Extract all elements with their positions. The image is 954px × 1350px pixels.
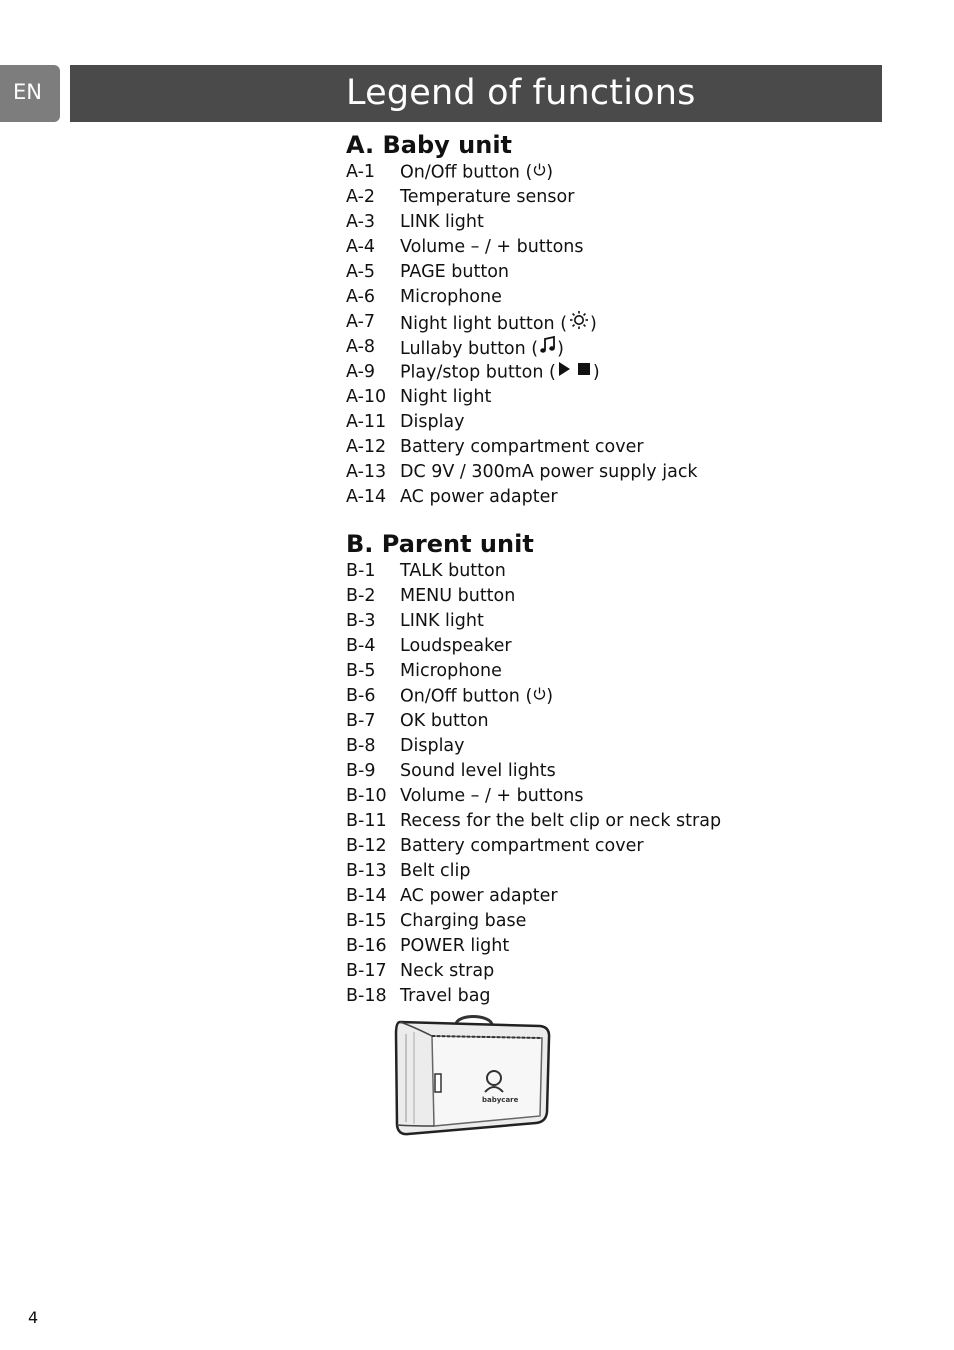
parent-item-b-1 [346, 559, 721, 584]
item-code: B-7 [346, 711, 376, 731]
parent-item-b-7 [346, 709, 721, 734]
baby-item-a-11 [346, 410, 698, 435]
parent-item-b-2 [346, 584, 721, 609]
power-icon [533, 160, 546, 185]
item-label-text: POWER light [400, 936, 510, 956]
item-label-text: Play/stop button ( [400, 362, 556, 383]
language-tab: EN [0, 65, 60, 122]
item-label-text: Charging base [400, 911, 527, 931]
item-code: B-13 [346, 861, 387, 881]
item-label-text: On/Off button ( [400, 162, 533, 183]
parent-item-b-8 [346, 734, 721, 759]
item-label-suffix: ) [557, 339, 564, 359]
item-label [400, 385, 491, 410]
item-label [400, 834, 644, 859]
parent-unit-list [346, 559, 721, 1009]
baby-item-a-13 [346, 460, 698, 485]
item-label-suffix: ) [592, 362, 600, 383]
item-label [400, 360, 600, 385]
parent-item-b-17 [346, 959, 721, 984]
item-code: A-6 [346, 287, 376, 307]
item-label-text: Sound level lights [400, 761, 556, 781]
item-label [400, 959, 494, 984]
item-label [400, 884, 558, 909]
item-label [400, 410, 465, 435]
item-code: B-11 [346, 811, 387, 831]
item-label-text: MENU button [400, 586, 516, 606]
parent-unit-section [346, 529, 721, 1009]
item-label [400, 310, 597, 335]
item-label [400, 335, 564, 360]
item-label-text: Neck strap [400, 961, 495, 981]
item-label-text: OK button [400, 711, 489, 731]
item-label [400, 634, 512, 659]
item-code: A-7 [346, 312, 376, 332]
item-label [400, 285, 502, 310]
night-light-icon [568, 310, 590, 338]
item-label [400, 934, 509, 959]
item-code: A-9 [346, 362, 376, 382]
item-label [400, 260, 509, 285]
item-code: B-1 [346, 561, 376, 581]
item-label-text: TALK button [400, 561, 506, 581]
baby-item-a-4 [346, 235, 698, 260]
item-code: A-2 [346, 187, 376, 207]
baby-unit-section [346, 130, 698, 510]
parent-item-b-16 [346, 934, 721, 959]
baby-item-a-9 [346, 360, 698, 385]
item-label-text: Volume – / + buttons [400, 237, 584, 257]
item-label-text: Travel bag [400, 986, 491, 1006]
item-label [400, 659, 502, 684]
item-label-text: PAGE button [400, 262, 509, 282]
item-label [400, 759, 556, 784]
item-label-text: Microphone [400, 661, 502, 681]
item-label-text: LINK light [400, 611, 484, 631]
item-label [400, 435, 644, 460]
item-label-text: Battery compartment cover [400, 836, 644, 856]
item-label-text: Display [400, 736, 465, 756]
item-code: A-5 [346, 262, 376, 282]
item-code: B-18 [346, 986, 387, 1006]
item-code: B-8 [346, 736, 376, 756]
item-label-text: Temperature sensor [400, 187, 575, 207]
item-label-text: Display [400, 412, 465, 432]
item-label-text: Recess for the belt clip or neck strap [400, 811, 722, 831]
item-code: B-2 [346, 586, 376, 606]
item-label-text: Loudspeaker [400, 636, 512, 656]
item-code: A-14 [346, 487, 387, 507]
item-label-text: Night light button ( [400, 314, 568, 334]
item-label [400, 235, 584, 260]
page-number: 4 [28, 1308, 39, 1327]
item-label-text: Night light [400, 387, 492, 407]
item-code: A-1 [346, 162, 376, 182]
item-label [400, 984, 491, 1009]
item-label-suffix: ) [546, 686, 554, 707]
item-label [400, 160, 553, 185]
item-label-text: LINK light [400, 212, 484, 232]
item-label [400, 559, 506, 584]
item-label [400, 809, 721, 834]
item-code: A-8 [346, 337, 376, 357]
item-label [400, 859, 471, 884]
parent-item-b-9 [346, 759, 721, 784]
parent-item-b-18 [346, 984, 721, 1009]
item-label [400, 460, 698, 485]
travel-bag-logo-text: babycare [482, 1096, 519, 1104]
parent-unit-heading: B. Parent unit [346, 530, 534, 558]
parent-item-b-5 [346, 659, 721, 684]
baby-unit-heading: A. Baby unit [346, 131, 513, 159]
item-label [400, 609, 484, 634]
item-label-text: Battery compartment cover [400, 437, 644, 457]
baby-item-a-3 [346, 210, 698, 235]
parent-item-b-6 [346, 684, 721, 709]
parent-item-b-11 [346, 809, 721, 834]
baby-item-a-10 [346, 385, 698, 410]
item-code: A-4 [346, 237, 376, 257]
item-label-text: Volume – / + buttons [400, 786, 584, 806]
item-code: B-14 [346, 886, 387, 906]
item-label-suffix: ) [590, 314, 597, 334]
item-label [400, 709, 489, 734]
parent-item-b-3 [346, 609, 721, 634]
baby-item-a-14 [346, 485, 698, 510]
baby-item-a-12 [346, 435, 698, 460]
baby-item-a-1 [346, 160, 698, 185]
item-label-text: AC power adapter [400, 886, 558, 906]
item-code: A-12 [346, 437, 387, 457]
page-title: Legend of functions [346, 73, 696, 113]
item-code: A-11 [346, 412, 387, 432]
music-note-icon [539, 335, 557, 363]
item-label [400, 584, 515, 609]
parent-item-b-4 [346, 634, 721, 659]
baby-item-a-7 [346, 310, 698, 335]
item-code: B-5 [346, 661, 376, 681]
baby-item-a-2 [346, 185, 698, 210]
baby-unit-list [346, 160, 698, 510]
item-label [400, 210, 484, 235]
parent-item-b-15 [346, 909, 721, 934]
title-bar [70, 65, 882, 122]
item-code: B-15 [346, 911, 387, 931]
item-code: B-6 [346, 686, 376, 706]
item-label [400, 684, 553, 709]
baby-item-a-8 [346, 335, 698, 360]
parent-item-b-14 [346, 884, 721, 909]
baby-item-a-5 [346, 260, 698, 285]
item-code: B-10 [346, 786, 387, 806]
item-label-suffix: ) [546, 162, 554, 183]
item-label [400, 734, 465, 759]
parent-item-b-13 [346, 859, 721, 884]
item-code: B-17 [346, 961, 387, 981]
travel-bag-image [392, 1012, 554, 1142]
item-label-text: On/Off button ( [400, 686, 533, 707]
power-icon [533, 684, 546, 709]
parent-item-b-10 [346, 784, 721, 809]
item-code: B-16 [346, 936, 387, 956]
item-code: B-3 [346, 611, 376, 631]
item-label-text: Microphone [400, 287, 502, 307]
item-label-text: Lullaby button ( [400, 339, 539, 359]
item-code: A-10 [346, 387, 387, 407]
item-code: A-13 [346, 462, 387, 482]
parent-item-b-12 [346, 834, 721, 859]
item-label [400, 909, 526, 934]
item-label [400, 485, 558, 510]
item-label [400, 784, 584, 809]
baby-item-a-6 [346, 285, 698, 310]
play-stop-icon [557, 360, 593, 385]
item-code: B-9 [346, 761, 376, 781]
item-code: B-4 [346, 636, 376, 656]
item-code: A-3 [346, 212, 376, 232]
item-code: B-12 [346, 836, 387, 856]
item-label-text: Belt clip [400, 861, 471, 881]
item-label-text: AC power adapter [400, 487, 558, 507]
item-label-text: DC 9V / 300mA power supply jack [400, 462, 698, 482]
item-label [400, 185, 574, 210]
